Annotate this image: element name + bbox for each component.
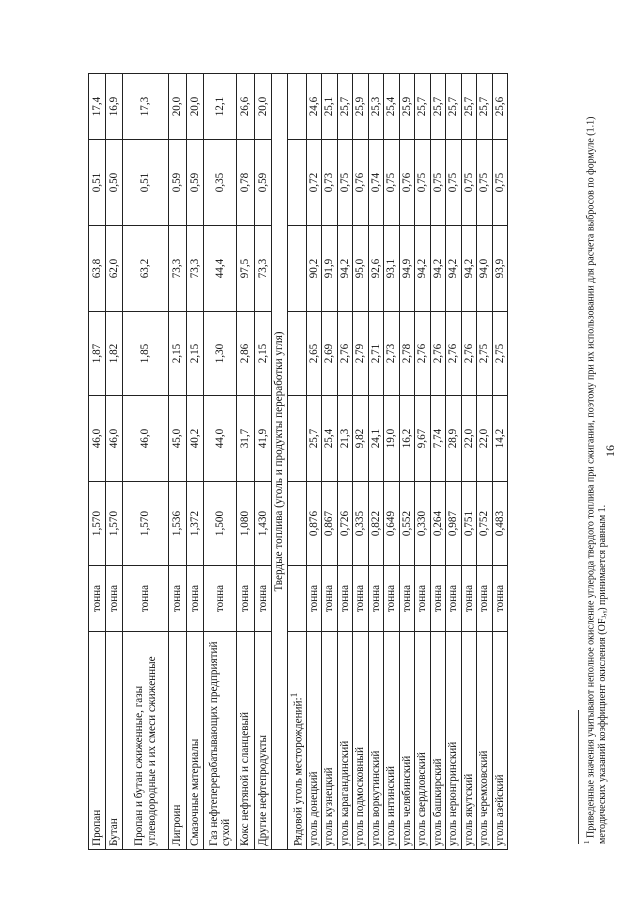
value-1-cell: 0,552 (399, 482, 415, 566)
table-row (399, 74, 415, 850)
value-4-cell: 94,9 (399, 226, 415, 312)
unit-cell: тонна (430, 566, 446, 632)
value-1-cell: 0,867 (322, 482, 338, 566)
unit-cell: тонна (353, 566, 369, 632)
value-2-cell: 16,2 (399, 396, 415, 482)
value-4-cell: 93,9 (492, 226, 508, 312)
unit-cell: тонна (169, 566, 187, 632)
value-6-cell: 16,9 (106, 74, 123, 140)
value-4-cell: 63,8 (89, 226, 106, 312)
footnote-reference: 1 (289, 692, 300, 698)
value-6-cell: 25,9 (353, 74, 369, 140)
table-row (492, 74, 508, 850)
value-6-cell: 25,1 (322, 74, 338, 140)
value-2-cell: 9,67 (415, 396, 431, 482)
value-6-cell: 17,3 (123, 74, 169, 140)
value-3-cell: 2,76 (415, 312, 431, 396)
table-row (368, 74, 384, 850)
value-4-cell: 90,2 (306, 226, 322, 312)
value-4-cell: 44,4 (204, 226, 237, 312)
unit-cell: тонна (492, 566, 508, 632)
value-3-cell: 2,76 (337, 312, 353, 396)
table-row (384, 74, 400, 850)
table-row (337, 74, 353, 850)
fuel-name-cell: Кокс нефтяной и сланцевый (237, 632, 255, 850)
fuel-name-cell: Пропан и бутан сжиженные, газы углеводородные и их смеси сжиженные (123, 632, 169, 850)
value-4-cell: 94,0 (477, 226, 493, 312)
emission-factors-table (88, 73, 508, 850)
fuel-name-cell: Газ нефтеперерабатывающих предприятий сухой (204, 632, 237, 850)
value-3-cell: 2,75 (492, 312, 508, 396)
unit-cell: тонна (322, 566, 338, 632)
table-row (255, 74, 272, 850)
footnote-divider (578, 710, 579, 844)
fuel-name-cell: уголь донецкий (306, 632, 322, 850)
value-1-cell: 1,570 (106, 482, 123, 566)
fuel-name-cell: уголь черемховский (477, 632, 493, 850)
value-1-cell: 0,264 (430, 482, 446, 566)
value-5-cell: 0,74 (368, 140, 384, 226)
table-row (237, 74, 255, 850)
value-1-cell: 0,987 (446, 482, 462, 566)
value-2-cell: 40,2 (187, 396, 204, 482)
value-2-cell: 19,0 (384, 396, 400, 482)
value-2-cell: 24,1 (368, 396, 384, 482)
unit-cell: тонна (337, 566, 353, 632)
value-5-cell: 0,75 (446, 140, 462, 226)
value-6-cell: 25,7 (337, 74, 353, 140)
value-6-cell: 20,0 (187, 74, 204, 140)
value-3-cell: 2,73 (384, 312, 400, 396)
value-6-cell: 25,7 (446, 74, 462, 140)
unit-cell: тонна (89, 566, 106, 632)
value-4-cell: 92,6 (368, 226, 384, 312)
value-5-cell: 0,76 (353, 140, 369, 226)
coal-rows (306, 74, 508, 850)
value-1-cell: 1,430 (255, 482, 272, 566)
value-6-cell: 25,4 (384, 74, 400, 140)
value-1-cell: 1,500 (204, 482, 237, 566)
solid-fuels-section (272, 74, 307, 850)
fuel-name-cell: уголь свердловский (415, 632, 431, 850)
fuel-name-cell: Лигроин (169, 632, 187, 850)
value-5-cell: 0,75 (384, 140, 400, 226)
unit-cell: тонна (399, 566, 415, 632)
value-2-cell: 9,82 (353, 396, 369, 482)
unit-cell: тонна (255, 566, 272, 632)
value-3-cell: 2,75 (477, 312, 493, 396)
value-6-cell: 25,6 (492, 74, 508, 140)
table-row (89, 74, 106, 850)
fuel-name-cell: уголь челябинский (399, 632, 415, 850)
value-1-cell: 0,483 (492, 482, 508, 566)
value-1-cell: 1,570 (89, 482, 106, 566)
value-4-cell: 73,3 (255, 226, 272, 312)
value-5-cell: 0,76 (399, 140, 415, 226)
value-5-cell: 0,78 (237, 140, 255, 226)
value-6-cell: 25,7 (461, 74, 477, 140)
table-row (353, 74, 369, 850)
fuel-name-cell: уголь подмосковный (353, 632, 369, 850)
footnote-text: Приведенные значения учитывают неполное окисление углерода твердого топлива при сжигании, поэтому при их использовании для расчета выбросов по формуле (1.1) методических указаний коэффициент окисления (OFⱼ,ᵧ) принимается равным 1. (585, 116, 609, 844)
value-5-cell: 0,75 (337, 140, 353, 226)
value-2-cell: 7,74 (430, 396, 446, 482)
table-row (446, 74, 462, 850)
page-number: 16 (603, 445, 617, 457)
unit-cell: тонна (187, 566, 204, 632)
table-row (461, 74, 477, 850)
value-1-cell: 0,751 (461, 482, 477, 566)
unit-cell: тонна (306, 566, 322, 632)
fuel-name-cell: уголь нерюнгринский (446, 632, 462, 850)
value-3-cell: 2,69 (322, 312, 338, 396)
value-4-cell: 63,2 (123, 226, 169, 312)
fuel-name-cell: уголь азейский (492, 632, 508, 850)
value-6-cell: 25,7 (477, 74, 493, 140)
value-2-cell: 46,0 (106, 396, 123, 482)
value-1-cell: 0,330 (415, 482, 431, 566)
value-5-cell: 0,51 (89, 140, 106, 226)
subsection-title-cell (287, 632, 306, 850)
value-2-cell: 21,3 (337, 396, 353, 482)
value-6-cell: 24,6 (306, 74, 322, 140)
value-2-cell: 25,4 (322, 396, 338, 482)
unit-cell: тонна (123, 566, 169, 632)
value-2-cell: 45,0 (169, 396, 187, 482)
unit-cell: тонна (384, 566, 400, 632)
value-4-cell: 73,3 (169, 226, 187, 312)
unit-cell: тонна (204, 566, 237, 632)
fuel-name-cell: Другие нефтепродукты (255, 632, 272, 850)
unit-cell: тонна (446, 566, 462, 632)
value-6-cell: 25,9 (399, 74, 415, 140)
fuel-name-cell: Бутан (106, 632, 123, 850)
section-header-row (272, 74, 288, 850)
value-5-cell: 0,75 (430, 140, 446, 226)
value-3-cell: 2,76 (430, 312, 446, 396)
table-row (306, 74, 322, 850)
fuel-name-cell: Пропан (89, 632, 106, 850)
value-4-cell: 73,3 (187, 226, 204, 312)
table-row (204, 74, 237, 850)
value-5-cell: 0,75 (461, 140, 477, 226)
value-6-cell: 25,3 (368, 74, 384, 140)
table-row (415, 74, 431, 850)
value-2-cell: 44,0 (204, 396, 237, 482)
value-3-cell: 2,15 (255, 312, 272, 396)
value-2-cell: 31,7 (237, 396, 255, 482)
unit-cell: тонна (106, 566, 123, 632)
value-5-cell: 0,59 (187, 140, 204, 226)
fuel-name-cell: Смазочные материалы (187, 632, 204, 850)
subsection-title: Рядовой уголь месторождений: (292, 697, 305, 846)
value-3-cell: 2,86 (237, 312, 255, 396)
unit-cell: тонна (415, 566, 431, 632)
value-3-cell: 2,15 (169, 312, 187, 396)
table-row (123, 74, 169, 850)
value-2-cell: 46,0 (123, 396, 169, 482)
table-row (322, 74, 338, 850)
value-6-cell: 17,4 (89, 74, 106, 140)
subsection-header-row (287, 74, 306, 850)
unit-cell: тонна (461, 566, 477, 632)
value-5-cell: 0,59 (169, 140, 187, 226)
value-3-cell: 1,87 (89, 312, 106, 396)
table-row (477, 74, 493, 850)
value-3-cell: 1,30 (204, 312, 237, 396)
value-1-cell: 1,570 (123, 482, 169, 566)
table-row (430, 74, 446, 850)
value-3-cell: 1,85 (123, 312, 169, 396)
value-1-cell: 1,536 (169, 482, 187, 566)
value-3-cell: 2,78 (399, 312, 415, 396)
value-2-cell: 46,0 (89, 396, 106, 482)
value-1-cell: 0,649 (384, 482, 400, 566)
value-4-cell: 94,2 (415, 226, 431, 312)
table-row (106, 74, 123, 850)
unit-cell: тонна (477, 566, 493, 632)
value-1-cell: 1,080 (237, 482, 255, 566)
value-6-cell: 25,7 (430, 74, 446, 140)
value-3-cell: 2,76 (446, 312, 462, 396)
value-6-cell: 20,0 (169, 74, 187, 140)
liquid-fuels-rows (89, 74, 272, 850)
value-1-cell: 1,372 (187, 482, 204, 566)
value-3-cell: 2,71 (368, 312, 384, 396)
fuel-name-cell: уголь карагандинский (337, 632, 353, 850)
value-5-cell: 0,59 (255, 140, 272, 226)
unit-cell: тонна (237, 566, 255, 632)
value-1-cell: 0,822 (368, 482, 384, 566)
value-5-cell: 0,51 (123, 140, 169, 226)
value-2-cell: 41,9 (255, 396, 272, 482)
fuel-name-cell: уголь башкирский (430, 632, 446, 850)
value-5-cell: 0,75 (415, 140, 431, 226)
value-4-cell: 93,1 (384, 226, 400, 312)
value-5-cell: 0,50 (106, 140, 123, 226)
value-1-cell: 0,752 (477, 482, 493, 566)
value-2-cell: 28,9 (446, 396, 462, 482)
value-4-cell: 62,0 (106, 226, 123, 312)
value-1-cell: 0,726 (337, 482, 353, 566)
value-2-cell: 22,0 (461, 396, 477, 482)
section-title: Твердые топлива (уголь и продукты переработки угля) (272, 74, 288, 850)
value-5-cell: 0,75 (477, 140, 493, 226)
value-3-cell: 1,82 (106, 312, 123, 396)
fuel-name-cell: уголь якутский (461, 632, 477, 850)
value-6-cell: 12,1 (204, 74, 237, 140)
value-4-cell: 97,5 (237, 226, 255, 312)
value-4-cell: 94,2 (461, 226, 477, 312)
value-3-cell: 2,65 (306, 312, 322, 396)
value-4-cell: 91,9 (322, 226, 338, 312)
value-3-cell: 2,15 (187, 312, 204, 396)
value-3-cell: 2,79 (353, 312, 369, 396)
table-row (169, 74, 187, 850)
value-3-cell: 2,76 (461, 312, 477, 396)
value-2-cell: 25,7 (306, 396, 322, 482)
value-2-cell: 14,2 (492, 396, 508, 482)
value-5-cell: 0,75 (492, 140, 508, 226)
value-5-cell: 0,72 (306, 140, 322, 226)
fuel-name-cell: уголь интинский (384, 632, 400, 850)
value-6-cell: 25,7 (415, 74, 431, 140)
value-4-cell: 94,2 (430, 226, 446, 312)
value-2-cell: 22,0 (477, 396, 493, 482)
value-5-cell: 0,73 (322, 140, 338, 226)
value-6-cell: 20,0 (255, 74, 272, 140)
fuel-name-cell: уголь кузнецкий (322, 632, 338, 850)
value-4-cell: 94,2 (337, 226, 353, 312)
value-5-cell: 0,35 (204, 140, 237, 226)
value-6-cell: 26,6 (237, 74, 255, 140)
unit-cell: тонна (368, 566, 384, 632)
table-row (187, 74, 204, 850)
value-4-cell: 94,2 (446, 226, 462, 312)
footnote-mark: 1 (583, 840, 591, 844)
value-1-cell: 0,335 (353, 482, 369, 566)
value-4-cell: 95,0 (353, 226, 369, 312)
fuel-name-cell: уголь воркутинский (368, 632, 384, 850)
value-1-cell: 0,876 (306, 482, 322, 566)
